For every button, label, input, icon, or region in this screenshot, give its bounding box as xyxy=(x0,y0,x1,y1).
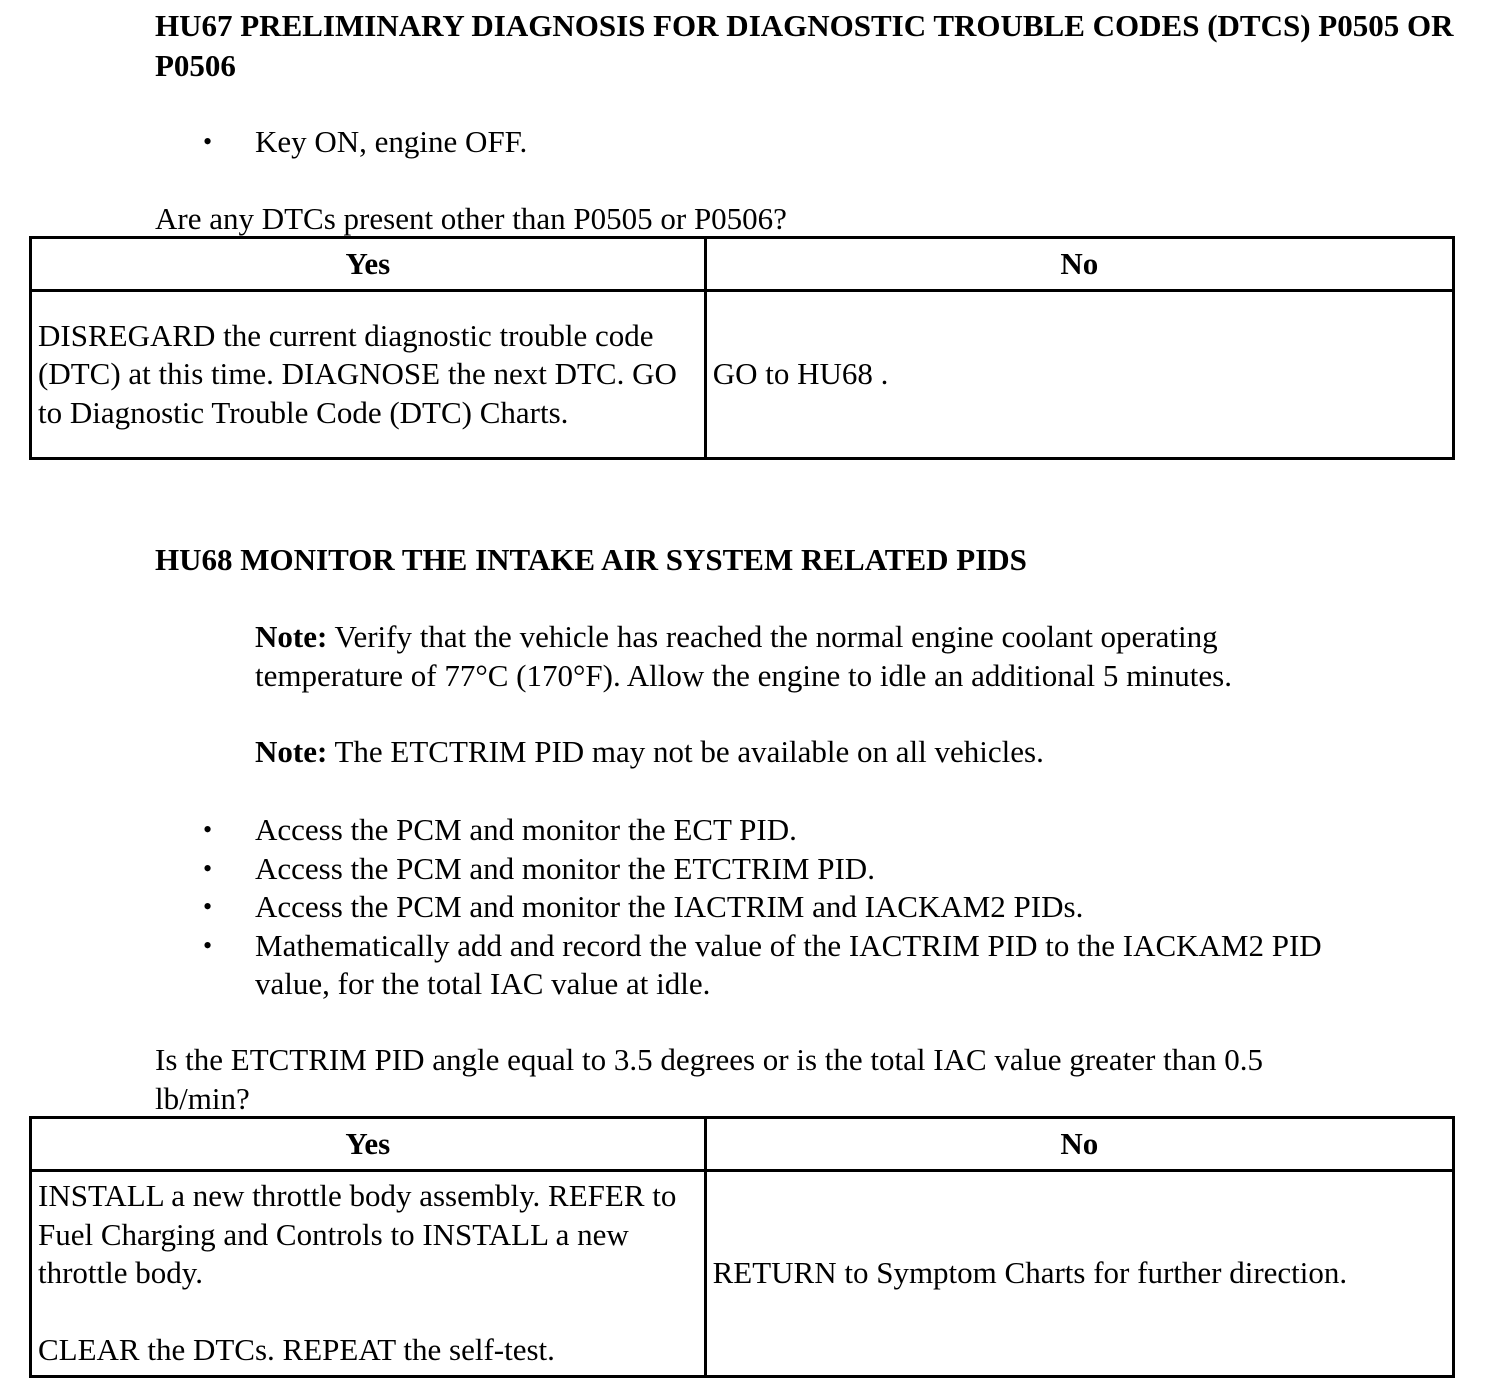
table-header-row xyxy=(31,238,1454,291)
hu68-note-etctrim xyxy=(255,733,1355,772)
no-column-header: No xyxy=(705,238,1453,291)
list-item: • Key ON, engine OFF. xyxy=(155,123,1355,162)
table-row xyxy=(31,291,1454,459)
list-item: • Mathematically add and record the value of the IACTRIM PID to the IACKAM2 PID value, for the total IAC value at idle. xyxy=(155,927,1355,1004)
hu68-bullet-list xyxy=(155,811,1355,1004)
note-text: The ETCTRIM PID may not be available on all vehicles. xyxy=(327,734,1044,769)
table-header-row xyxy=(31,1118,1454,1171)
yes-cell xyxy=(31,1171,706,1377)
hu67-bullet-list xyxy=(155,123,1355,162)
hu67-question: Are any DTCs present other than P0505 or P0506? xyxy=(155,201,787,236)
hu68-heading: HU68 MONITOR THE INTAKE AIR SYSTEM RELATED PIDS xyxy=(155,542,1027,577)
hu67-yes-no-table xyxy=(29,236,1455,460)
note-label: Note: xyxy=(255,619,328,654)
list-item: • Access the PCM and monitor the ECT PID. xyxy=(155,811,1355,850)
paragraph-gap xyxy=(38,1293,698,1332)
hu67-heading: HU67 PRELIMINARY DIAGNOSIS FOR DIAGNOSTIC TROUBLE CODES (DTCS) P0505 OR P0506 xyxy=(155,8,1454,83)
yes-cell-clear-text: CLEAR the DTCs. REPEAT the self-test. xyxy=(38,1332,555,1368)
yes-column-header: Yes xyxy=(31,1118,706,1171)
hu68-question: Is the ETCTRIM PID angle equal to 3.5 degrees or is the total IAC value greater than 0.5 lb/min? xyxy=(155,1042,1263,1116)
no-cell: RETURN to Symptom Charts for further direction. xyxy=(705,1171,1453,1377)
no-cell: GO to HU68 . xyxy=(705,291,1453,459)
note-label: Note: xyxy=(255,734,328,769)
yes-column-header: Yes xyxy=(31,238,706,291)
hu68-note-coolant xyxy=(255,618,1355,695)
yes-cell-install-text: INSTALL a new throttle body assembly. REFER to Fuel Charging and Controls to INSTALL a new throttle body. xyxy=(38,1178,677,1291)
note-text: Verify that the vehicle has reached the normal engine coolant operating temperature of 77°C (170°F). Allow the engine to idle an additional 5 minutes. xyxy=(255,619,1232,693)
list-item: • Access the PCM and monitor the ETCTRIM PID. xyxy=(155,850,1355,889)
yes-cell: DISREGARD the current diagnostic trouble code (DTC) at this time. DIAGNOSE the next DTC. GO to Diagnostic Trouble Code (DTC) Charts. xyxy=(31,291,706,459)
no-column-header: No xyxy=(705,1118,1453,1171)
hu68-yes-no-table xyxy=(29,1116,1455,1378)
list-item: • Access the PCM and monitor the IACTRIM and IACKAM2 PIDs. xyxy=(155,888,1355,927)
table-row xyxy=(31,1171,1454,1377)
